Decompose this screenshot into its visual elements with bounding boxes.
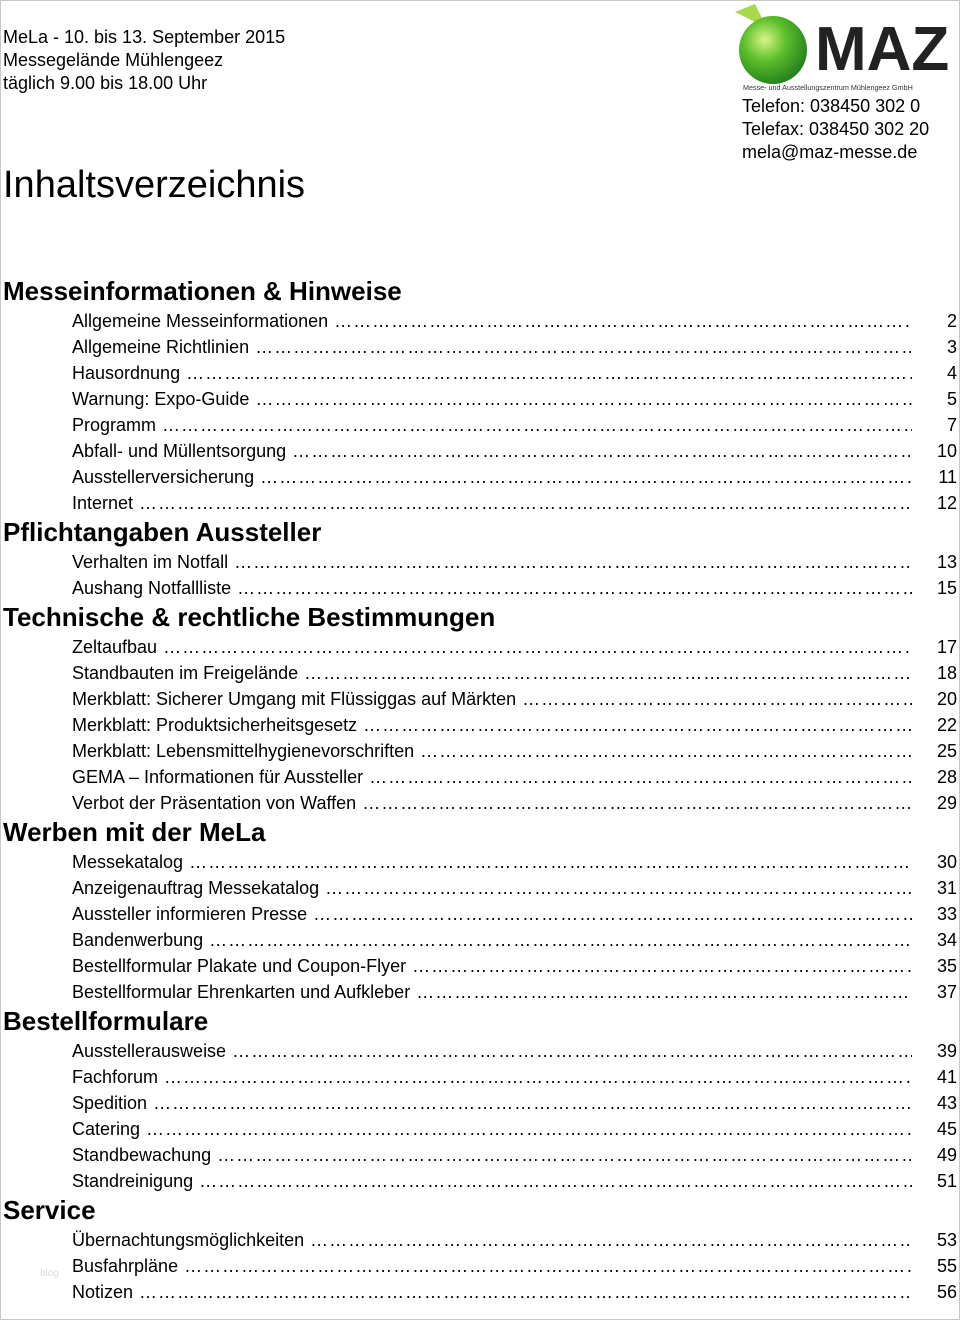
toc-entry[interactable]	[0, 1115, 960, 1141]
toc-entry-label: Zeltaufbau ……………………………………………………………………………………………………………………………………………………………………………………	[72, 636, 912, 658]
toc-entry-page-number: 51	[936, 1171, 957, 1191]
toc-entry-page-number: 28	[936, 767, 957, 787]
watermark: blog	[40, 1268, 59, 1279]
toc-entry-label: Standreinigung ……………………………………………………………………………………………………………………………………………………………………………………	[72, 1170, 912, 1192]
toc-entry-label: Ausstellerversicherung ……………………………………………………………………………………………………………………………………………………………………………………	[72, 466, 912, 488]
toc-entry[interactable]	[0, 848, 960, 874]
contact-phone: Telefon: 038450 302 0	[742, 96, 921, 116]
toc-entry-label: Warnung: Expo-Guide ……………………………………………………………………………………………………………………………………………………………………………………	[72, 388, 912, 410]
toc-entry[interactable]	[0, 1167, 960, 1193]
toc-entry-page-number: 39	[936, 1041, 957, 1061]
toc-entry-label: Programm ……………………………………………………………………………………………………………………………………………………………………………………	[72, 414, 912, 436]
toc-entry-page-number: 5	[946, 389, 957, 409]
toc-entry[interactable]	[0, 1226, 960, 1252]
toc-entry[interactable]	[0, 685, 960, 711]
toc-entry[interactable]	[0, 952, 960, 978]
toc-entry[interactable]	[0, 385, 960, 411]
toc-entry[interactable]	[0, 874, 960, 900]
logo-sphere-icon	[739, 16, 807, 84]
toc-entry-label: GEMA – Informationen für Aussteller ……………………………………………………………………………………………………………………………………………………………………………………	[72, 766, 912, 788]
maz-logo	[733, 2, 953, 94]
toc-entry-label: Übernachtungsmöglichkeiten ……………………………………………………………………………………………………………………………………………………………………………………	[72, 1229, 912, 1251]
toc-entry-label: Catering ……………………………………………………………………………………………………………………………………………………………………………………	[72, 1118, 912, 1140]
toc-entry[interactable]	[0, 1278, 960, 1304]
toc-entry-label: Busfahrpläne ……………………………………………………………………………………………………………………………………………………………………………………	[72, 1255, 912, 1277]
toc-entry-page-number: 55	[936, 1256, 957, 1276]
toc-entry-page-number: 11	[938, 467, 957, 487]
toc-entry-page-number: 22	[936, 715, 957, 735]
event-dates: MeLa - 10. bis 13. September 2015	[3, 27, 286, 47]
toc-entry[interactable]	[0, 711, 960, 737]
toc-entry[interactable]	[0, 1063, 960, 1089]
section-title: Werben mit der MeLa	[3, 817, 266, 847]
toc-entry-label: Standbauten im Freigelände ……………………………………………………………………………………………………………………………………………………………………………………	[72, 662, 912, 684]
toc-entry-label: Messekatalog ……………………………………………………………………………………………………………………………………………………………………………………	[72, 851, 912, 873]
maz-logo-graphic	[733, 2, 953, 94]
toc-entry-page-number: 41	[936, 1067, 957, 1087]
toc-entry-label: Merkblatt: Lebensmittelhygienevorschriften ……………………………………………………………………………………………………………………………………………………………………………………	[72, 740, 912, 762]
toc-entry-page-number: 29	[936, 793, 957, 813]
toc-entry[interactable]	[0, 333, 960, 359]
toc-entry[interactable]	[0, 1252, 960, 1278]
toc-entry[interactable]	[0, 437, 960, 463]
toc-entry-label: Notizen ……………………………………………………………………………………………………………………………………………………………………………………	[72, 1281, 912, 1303]
toc-entry[interactable]	[0, 307, 960, 333]
page-title: Inhaltsverzeichnis	[3, 164, 306, 206]
section-title: Technische & rechtliche Bestimmungen	[3, 602, 496, 632]
section-title: Service	[3, 1195, 96, 1225]
toc-entry-label: Bandenwerbung ……………………………………………………………………………………………………………………………………………………………………………………	[72, 929, 912, 951]
section-title: Bestellformulare	[3, 1006, 209, 1036]
toc-entry[interactable]	[0, 463, 960, 489]
toc-entry-page-number: 34	[936, 930, 957, 950]
toc-entry-label: Fachforum ……………………………………………………………………………………………………………………………………………………………………………………	[72, 1066, 912, 1088]
toc-entry-page-number: 30	[936, 852, 957, 872]
section-title: Messeinformationen & Hinweise	[3, 276, 402, 306]
toc-entry-page-number: 56	[936, 1282, 957, 1302]
toc-entry-page-number: 53	[936, 1230, 957, 1250]
toc-entry[interactable]	[0, 1089, 960, 1115]
toc-entry-page-number: 17	[936, 637, 957, 657]
toc-entry-label: Bestellformular Plakate und Coupon-Flyer ……………………………………………………………………………………………………………………………………………………………………………………	[72, 955, 912, 977]
toc-entry[interactable]	[0, 359, 960, 385]
toc-entry[interactable]	[0, 633, 960, 659]
toc-entry[interactable]	[0, 926, 960, 952]
toc-entry-label: Allgemeine Messeinformationen ……………………………………………………………………………………………………………………………………………………………………………………	[72, 310, 912, 332]
toc-entry-page-number: 45	[936, 1119, 957, 1139]
toc-entry-page-number: 12	[936, 493, 957, 513]
toc-entry[interactable]	[0, 659, 960, 685]
toc-entry-label: Verbot der Präsentation von Waffen ……………………………………………………………………………………………………………………………………………………………………………………	[72, 792, 912, 814]
toc-entry-page-number: 7	[946, 415, 957, 435]
toc-entry-label: Anzeigenauftrag Messekatalog ……………………………………………………………………………………………………………………………………………………………………………………	[72, 877, 912, 899]
event-info	[3, 26, 285, 95]
event-hours: täglich 9.00 bis 18.00 Uhr	[3, 73, 208, 93]
toc-entry-label: Standbewachung ……………………………………………………………………………………………………………………………………………………………………………………	[72, 1144, 912, 1166]
toc-entry[interactable]	[0, 978, 960, 1004]
logo-subtitle: Messe- und Ausstellungszentrum Mühlengeez GmbH	[743, 83, 913, 92]
logo-wordmark: MAZ	[815, 15, 950, 84]
toc-entry[interactable]	[0, 737, 960, 763]
toc-entry-page-number: 31	[936, 878, 957, 898]
event-venue: Messegelände Mühlengeez	[3, 50, 224, 70]
toc-entry-label: Ausstellerausweise ……………………………………………………………………………………………………………………………………………………………………………………	[72, 1040, 912, 1062]
toc-entry-label: Spedition ……………………………………………………………………………………………………………………………………………………………………………………	[72, 1092, 912, 1114]
toc-entry-page-number: 15	[936, 578, 957, 598]
toc-entry-label: Aussteller informieren Presse ……………………………………………………………………………………………………………………………………………………………………………………	[72, 903, 912, 925]
toc-entry-page-number: 49	[936, 1145, 957, 1165]
section-title: Pflichtangaben Aussteller	[3, 517, 322, 547]
toc-entry-page-number: 43	[936, 1093, 957, 1113]
toc-entry[interactable]	[0, 574, 960, 600]
toc-entry[interactable]	[0, 1141, 960, 1167]
toc-entry-label: Bestellformular Ehrenkarten und Aufkleber ……………………………………………………………………………………………………………………………………………………………………………………	[72, 981, 912, 1003]
toc-entry-page-number: 3	[946, 337, 957, 357]
toc-entry[interactable]	[0, 411, 960, 437]
toc-entry-page-number: 10	[936, 441, 957, 461]
toc-entry-page-number: 13	[936, 552, 957, 572]
toc-entry-page-number: 37	[936, 982, 957, 1002]
toc-entry-label: Verhalten im Notfall ……………………………………………………………………………………………………………………………………………………………………………………	[72, 551, 912, 573]
toc-entry-label: Allgemeine Richtlinien ……………………………………………………………………………………………………………………………………………………………………………………	[72, 336, 912, 358]
toc-entry-page-number: 25	[936, 741, 957, 761]
contact-email[interactable]: mela@maz-messe.de	[742, 142, 918, 162]
table-of-contents	[0, 276, 960, 1304]
toc-entry[interactable]	[0, 1037, 960, 1063]
toc-entry[interactable]	[0, 763, 960, 789]
toc-entry-label: Aushang Notfallliste ……………………………………………………………………………………………………………………………………………………………………………………	[72, 577, 912, 599]
toc-entry-label: Merkblatt: Produktsicherheitsgesetz ……………………………………………………………………………………………………………………………………………………………………………………	[72, 714, 912, 736]
toc-entry-page-number: 20	[936, 689, 957, 709]
toc-entry-page-number: 33	[936, 904, 957, 924]
toc-entry-label: Merkblatt: Sicherer Umgang mit Flüssiggas auf Märkten ……………………………………………………………………………………………………………………………………………………………………………………	[72, 688, 912, 710]
toc-entry-page-number: 4	[946, 363, 957, 383]
contact-fax: Telefax: 038450 302 20	[742, 119, 930, 139]
toc-entry[interactable]	[0, 548, 960, 574]
toc-entry[interactable]	[0, 789, 960, 815]
contact-block	[742, 95, 929, 164]
toc-entry[interactable]	[0, 900, 960, 926]
toc-entry-page-number: 2	[946, 311, 957, 331]
toc-entry[interactable]	[0, 489, 960, 515]
toc-entry-label: Internet ……………………………………………………………………………………………………………………………………………………………………………………	[72, 492, 912, 514]
toc-entry-label: Abfall- und Müllentsorgung ……………………………………………………………………………………………………………………………………………………………………………………	[72, 440, 912, 462]
toc-entry-page-number: 18	[936, 663, 957, 683]
toc-entry-page-number: 35	[936, 956, 957, 976]
toc-entry-label: Hausordnung ……………………………………………………………………………………………………………………………………………………………………………………	[72, 362, 912, 384]
